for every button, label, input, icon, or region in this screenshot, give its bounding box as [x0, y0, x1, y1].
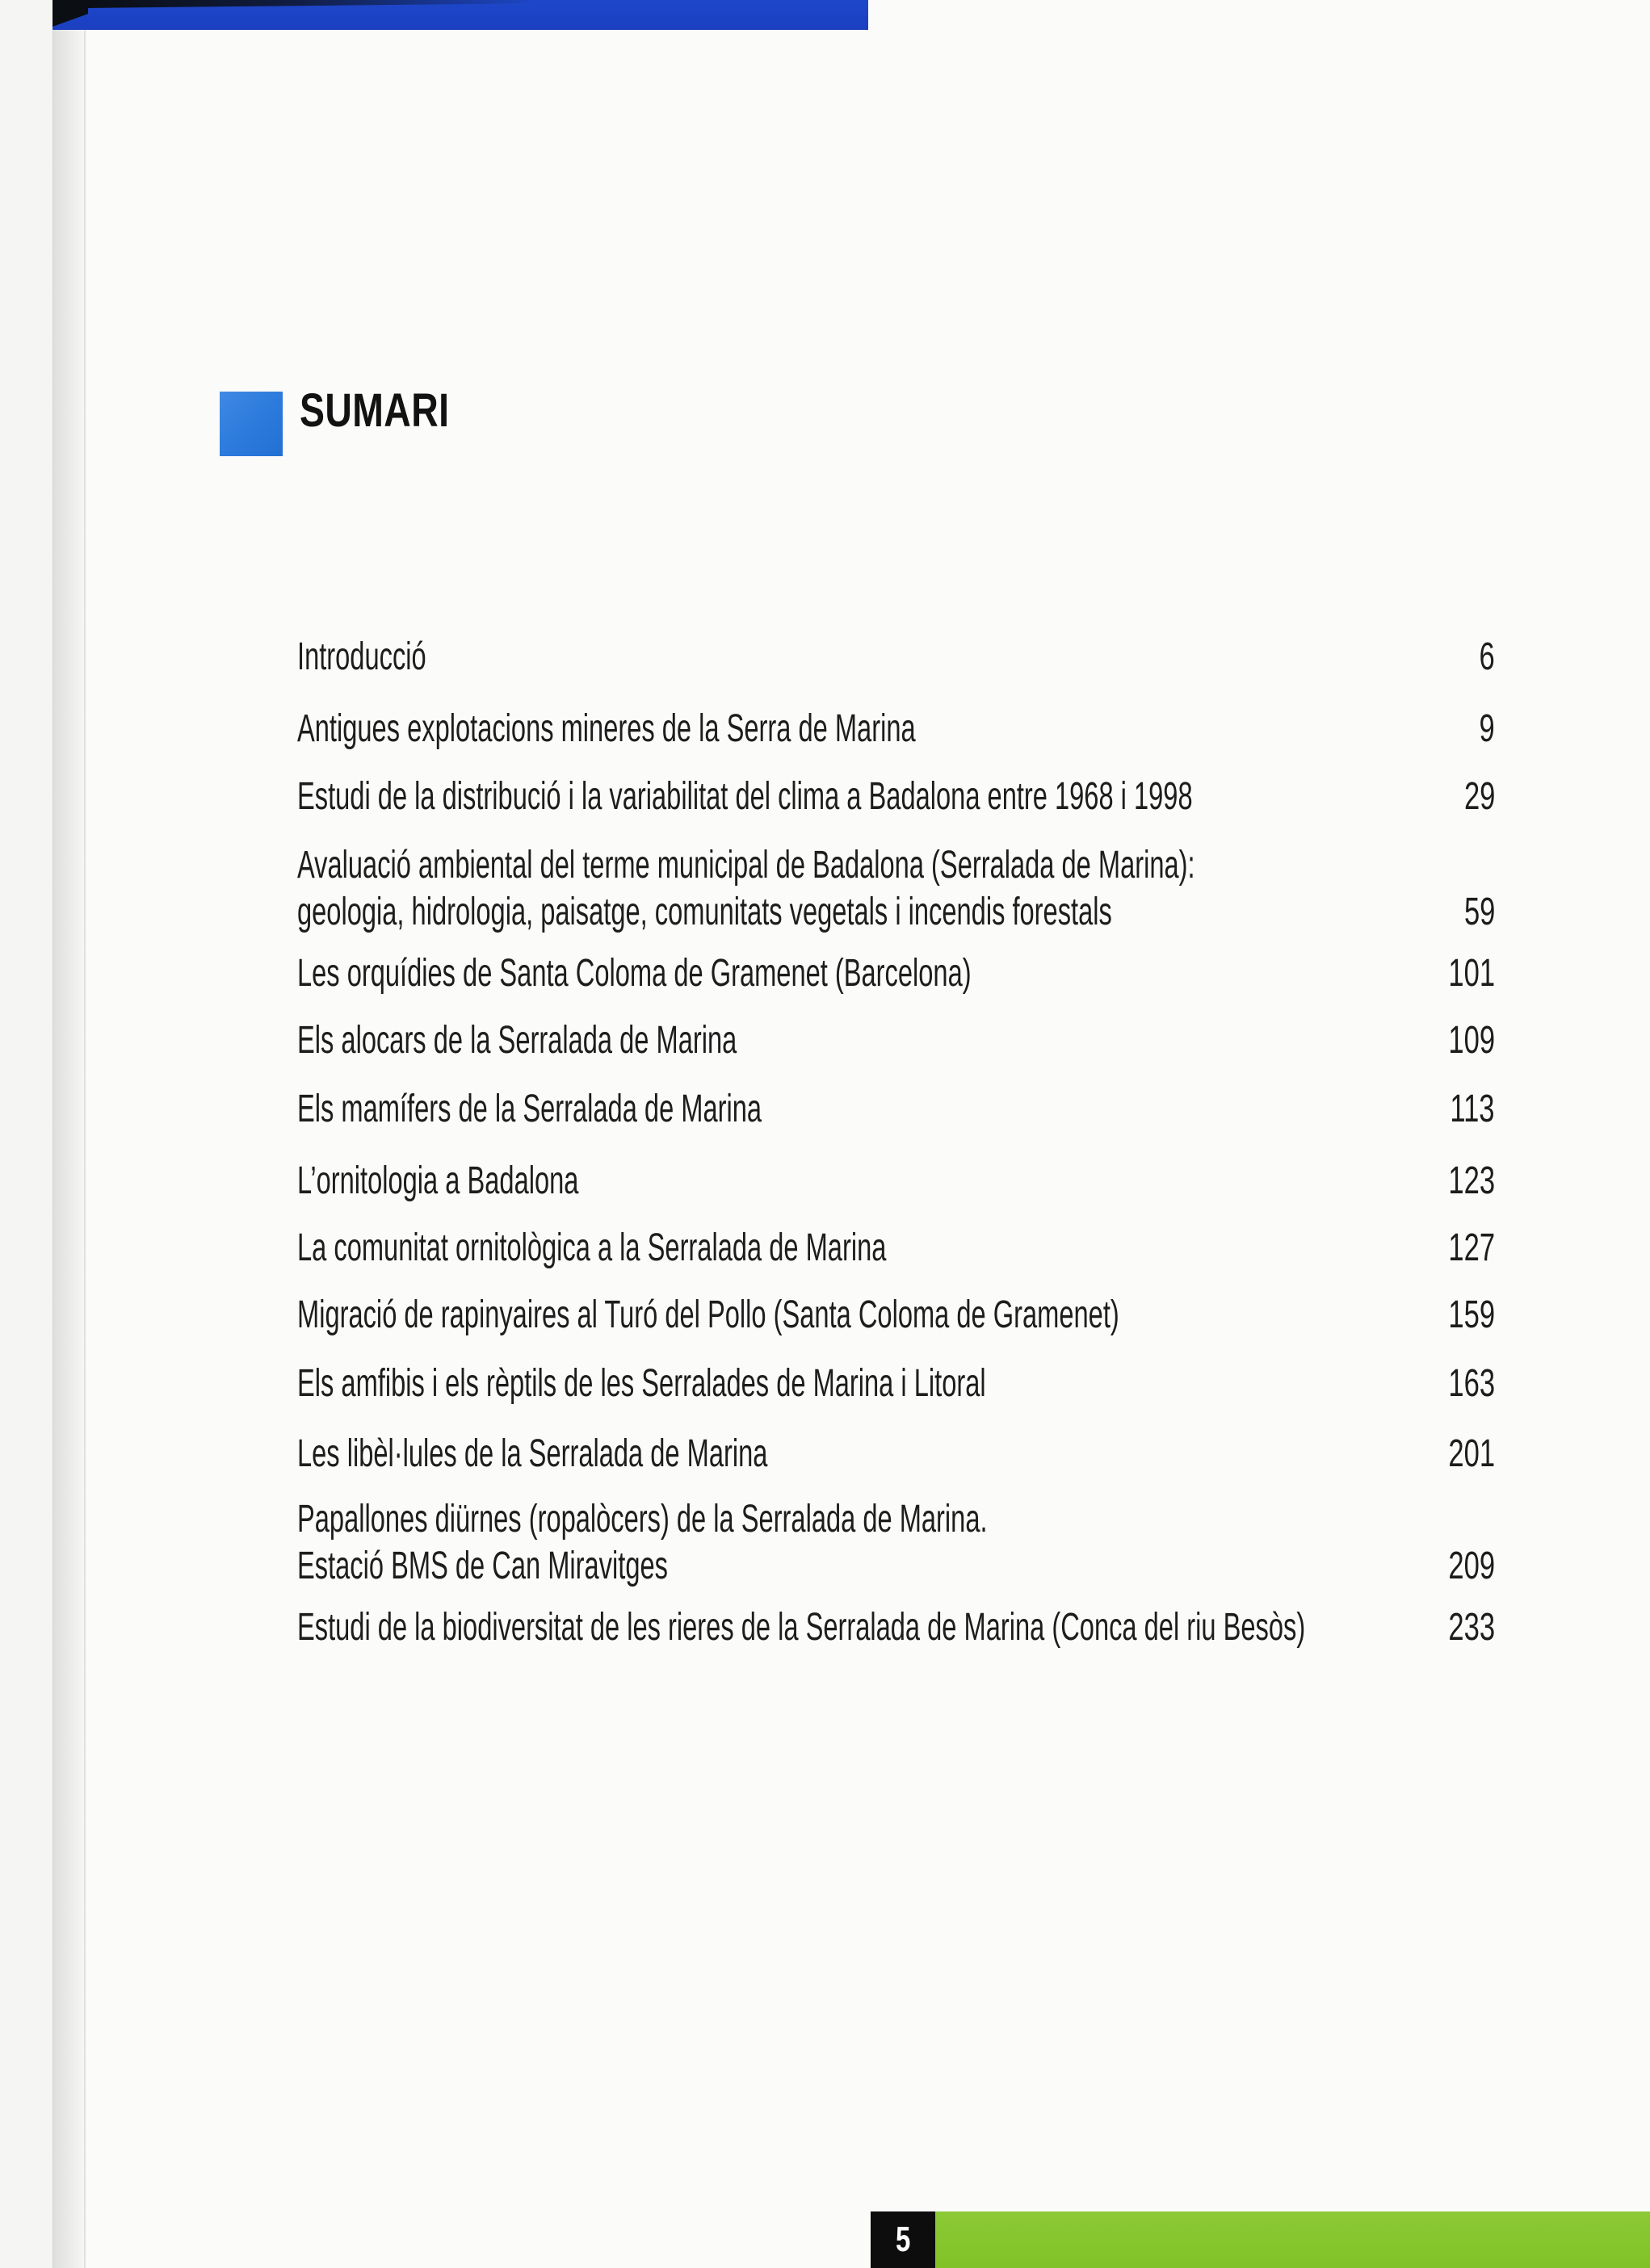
- toc-item-title: [297, 1017, 1111, 1064]
- toc-row: [297, 1158, 1495, 1205]
- page-gutter-shadow: [52, 30, 86, 2268]
- left-page-edge: [0, 0, 53, 2268]
- toc-item-page: 159: [1448, 1293, 1495, 1336]
- toc-item-page: 59: [1463, 891, 1495, 933]
- toc-item-title: [297, 1225, 1111, 1272]
- toc-row: [297, 1292, 1495, 1339]
- toc-item-title: [297, 1292, 1119, 1339]
- toc-item-title: [297, 1360, 1111, 1407]
- toc-item-title: [297, 773, 1193, 820]
- page-title: SUMARI: [300, 384, 450, 437]
- toc-item-line: La comunitat ornitològica a la Serralada de Marina: [297, 1226, 887, 1269]
- toc-row: [297, 1360, 1495, 1407]
- footer-green-bar: [935, 2211, 1650, 2268]
- toc-item-page: 127: [1448, 1226, 1495, 1269]
- toc-row: [297, 634, 1495, 681]
- toc-item-page: 233: [1448, 1606, 1495, 1649]
- toc-item-title: [297, 1431, 1111, 1478]
- toc-item-line: Estudi de la biodiversitat de les rieres de la Serralada de Marina (Conca del riu Besòs): [297, 1606, 1306, 1649]
- footer-page-number: 5: [895, 2220, 911, 2259]
- toc-item-page: 113: [1450, 1088, 1495, 1130]
- toc-item-line: Antigues explotacions mineres de la Serra de Marina: [297, 707, 916, 750]
- toc-row: [297, 706, 1495, 753]
- toc-item-line: Els alocars de la Serralada de Marina: [297, 1019, 737, 1062]
- toc-item-line: Migració de rapinyaires al Turó del Pollo (Santa Coloma de Gramenet): [297, 1293, 1119, 1336]
- toc-item-page: 201: [1448, 1432, 1495, 1475]
- toc-item-line: Avaluació ambiental del terme municipal de Badalona (Serralada de Marina):: [297, 844, 1195, 887]
- toc-item-page: 101: [1448, 952, 1495, 995]
- toc-item-line: Estació BMS de Can Miravitges: [297, 1545, 668, 1587]
- toc-row: [297, 773, 1495, 820]
- toc-row: [297, 1017, 1495, 1064]
- toc-item-page: 163: [1448, 1362, 1495, 1405]
- toc-item-title: [297, 1086, 1111, 1133]
- toc-row: [297, 950, 1495, 997]
- toc-item-line: Estudi de la distribució i la variabilitat del clima a Badalona entre 1968 i 1998: [297, 775, 1193, 818]
- toc-row: [297, 1496, 1495, 1590]
- toc-item-title: [297, 1158, 1111, 1205]
- toc-item-line: Introducció: [297, 635, 426, 678]
- toc-item-title: [297, 1604, 1306, 1651]
- toc-row: [297, 842, 1495, 936]
- toc-item-line: L’ornitologia a Badalona: [297, 1159, 579, 1202]
- toc-item-page: 6: [1479, 635, 1495, 678]
- toc-item-line: Papallones diürnes (ropalòcers) de la Serralada de Marina.: [297, 1498, 988, 1541]
- toc-item-page: 29: [1463, 775, 1495, 818]
- footer-page-number-box: [871, 2211, 935, 2268]
- toc-item-line: Els mamífers de la Serralada de Marina: [297, 1088, 762, 1130]
- toc-row: [297, 1086, 1495, 1133]
- toc-row: [297, 1225, 1495, 1272]
- heading-marker-square: [220, 392, 283, 456]
- toc-item-line: Les libèl·lules de la Serralada de Marina: [297, 1432, 768, 1475]
- toc-item-page: 209: [1448, 1545, 1495, 1587]
- toc-row: [297, 1431, 1495, 1478]
- toc-item-page: 123: [1448, 1159, 1495, 1202]
- toc-item-title: [297, 842, 1195, 936]
- toc-item-title: [297, 1496, 1111, 1590]
- toc-item-line: Les orquídies de Santa Coloma de Gramenet (Barcelona): [297, 952, 972, 995]
- page-crease: [84, 30, 86, 2268]
- toc-item-line: geologia, hidrologia, paisatge, comunitats vegetals i incendis forestals: [297, 891, 1112, 933]
- toc-item-page: 109: [1448, 1019, 1495, 1062]
- toc-row: [297, 1604, 1495, 1651]
- toc-item-title: [297, 634, 1111, 681]
- toc-item-page: 9: [1479, 707, 1495, 750]
- toc-item-title: [297, 706, 1111, 753]
- toc-item-title: [297, 950, 1111, 997]
- toc-item-line: Els amfibis i els rèptils de les Serralades de Marina i Litoral: [297, 1362, 986, 1405]
